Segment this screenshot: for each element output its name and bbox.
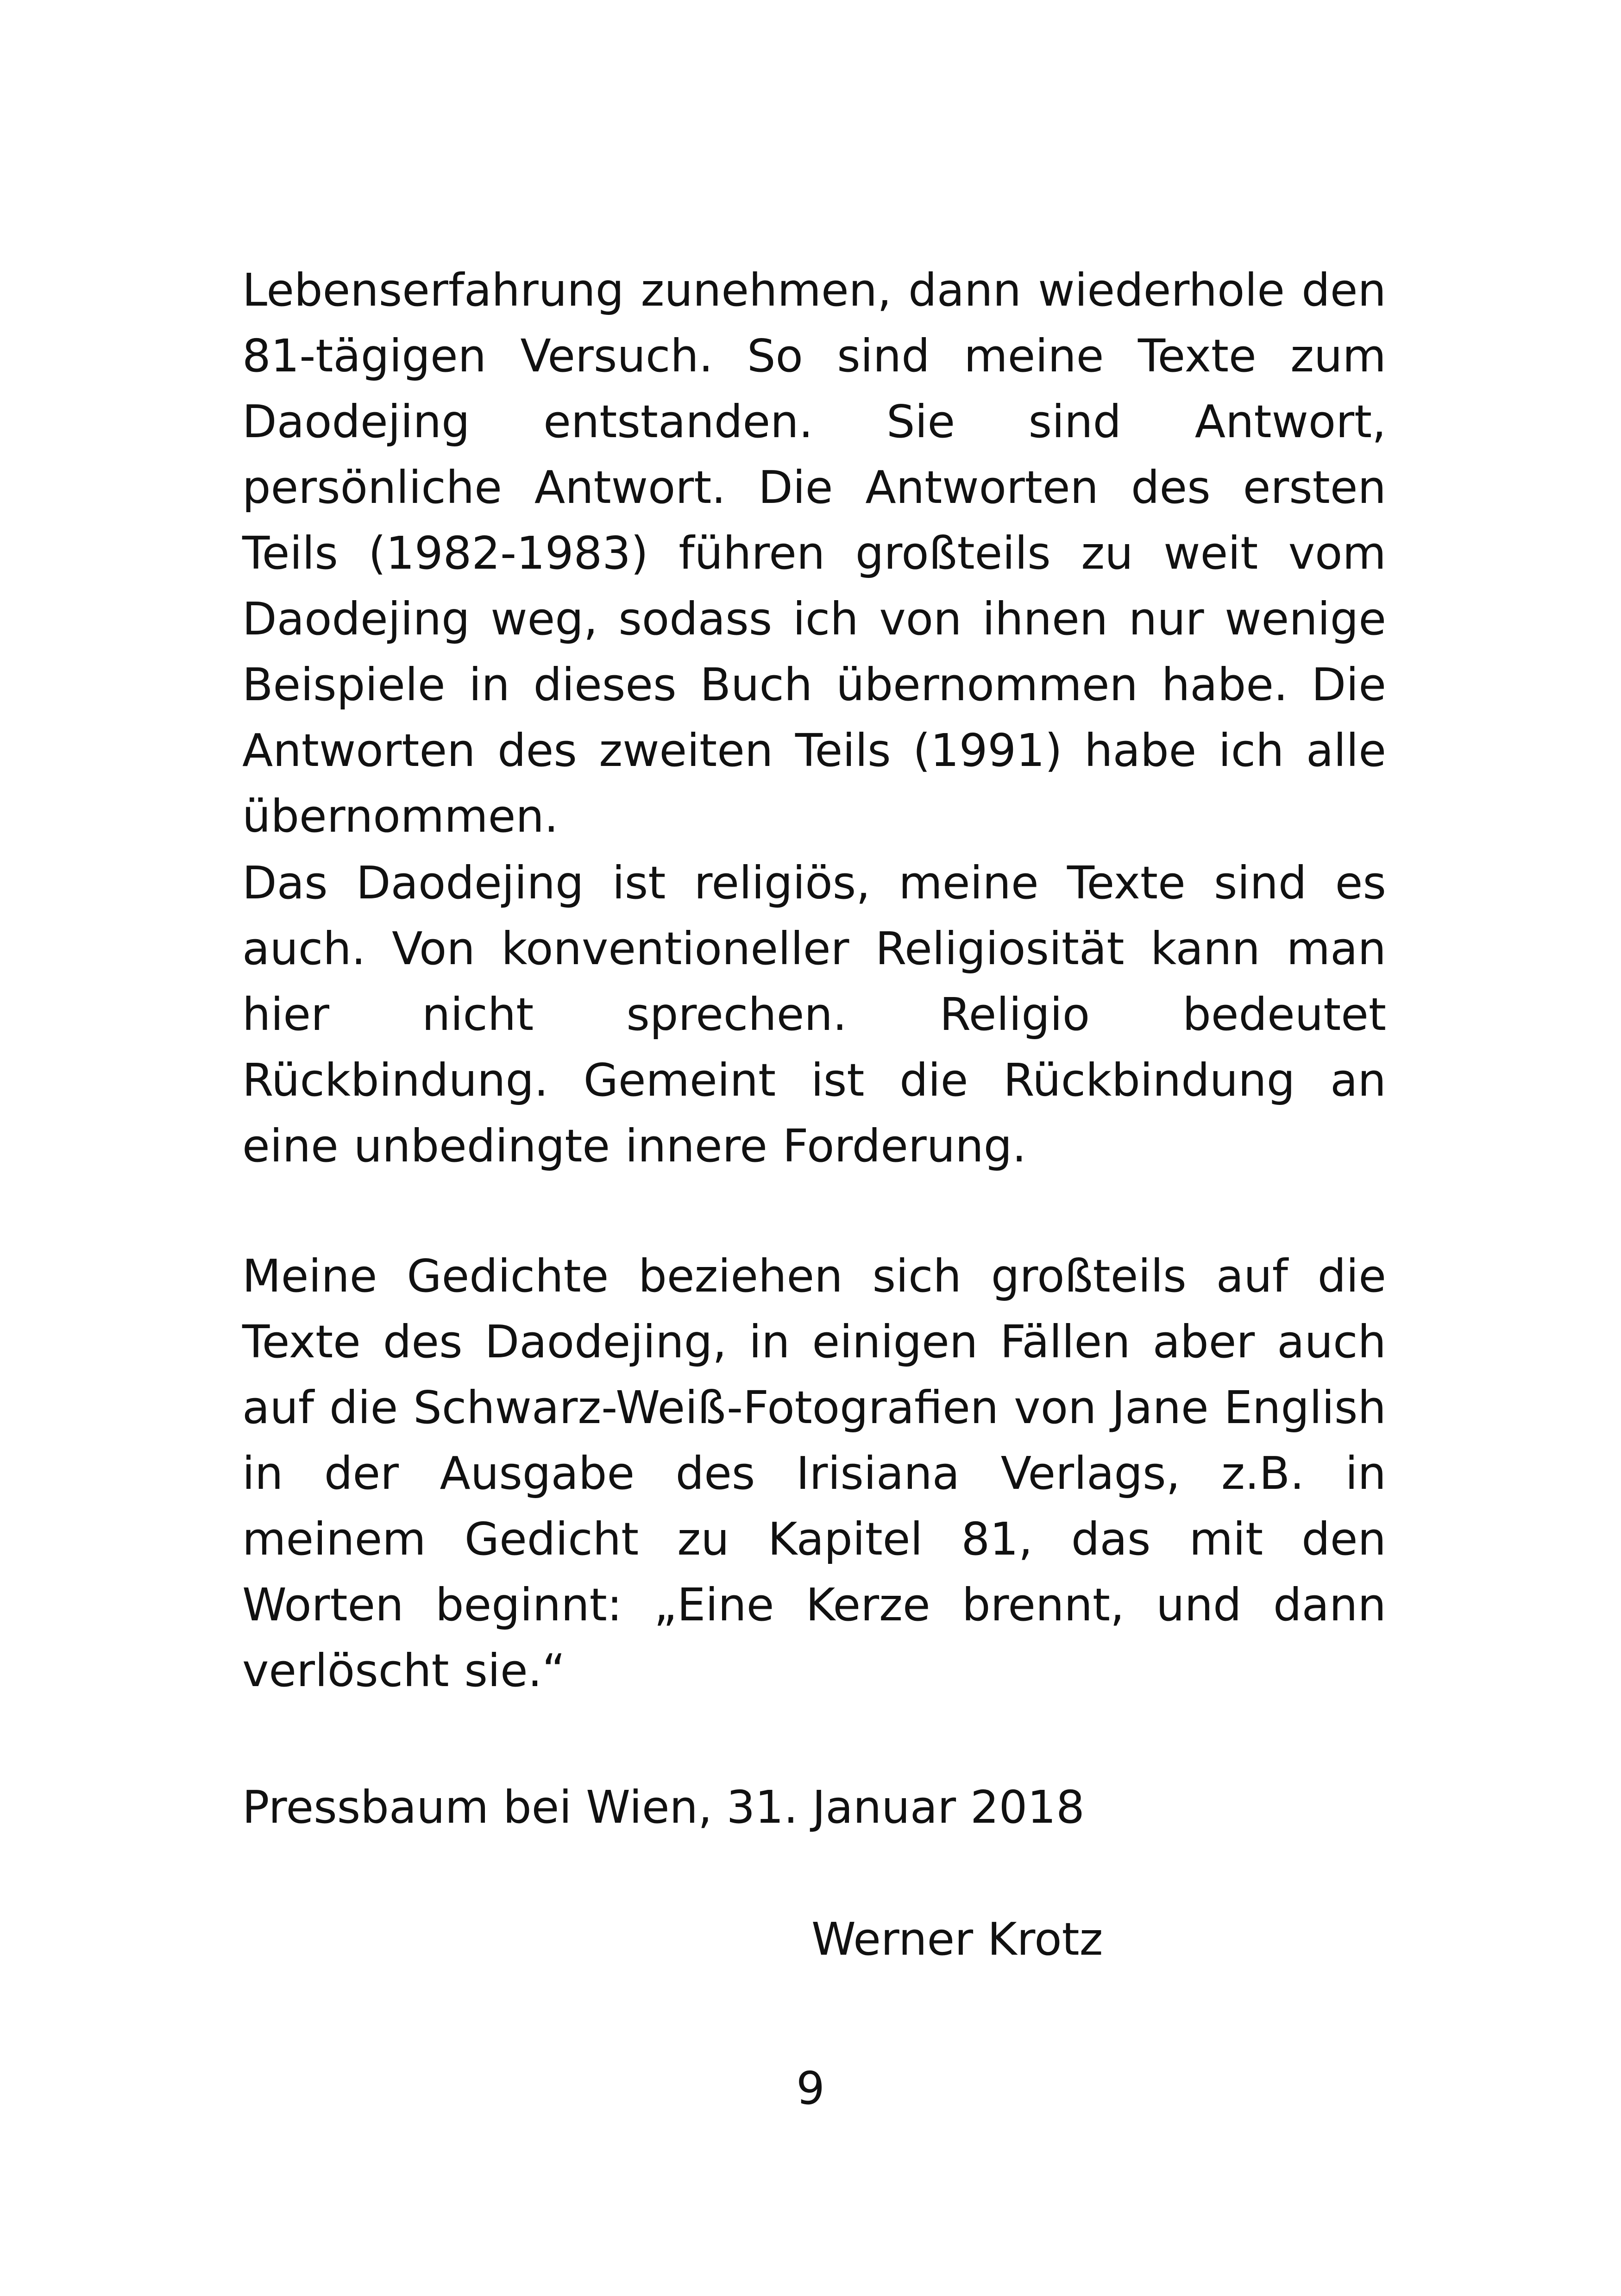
place-and-date: Pressbaum bei Wien, 31. Januar 2018 xyxy=(242,1781,1085,1833)
author-signature: Werner Krotz xyxy=(811,1913,1103,1965)
paragraph-3: Meine Gedichte beziehen sich großteils auf die Texte des Daodejing, in einigen Fällen aber auch auf die Schwarz-Weiß-Fotografien von Jane English in der Ausgabe des Irisiana Verlags, z.B. in meinem Gedicht zu Kapitel 81, das mit den Worten beginnt: „Eine Kerze brennt, und dann verlöscht sie.“ xyxy=(242,1250,1386,1697)
page-number: 9 xyxy=(796,2062,825,2114)
paragraph-2: Das Daodejing ist religiös, meine Texte sind es auch. Von konventioneller Religiosität kann man hier nicht sprechen. Religio bedeutet Rückbindung. Gemeint ist die Rückbindung an eine unbedingte innere Forderung. xyxy=(242,857,1386,1172)
paragraph-1: Lebenserfahrung zunehmen, dann wiederhole den 81-tägigen Versuch. So sind meine Texte zum Daodejing entstanden. Sie sind Antwort, persönliche Antwort. Die Antworten des ersten Teils (1982-1983) führen großteils zu weit vom Daodejing weg, sodass ich von ihnen nur wenige Beispiele in dieses Buch übernommen habe. Die Antworten des zweiten Teils (1991) habe ich alle übernommen. xyxy=(242,264,1386,842)
